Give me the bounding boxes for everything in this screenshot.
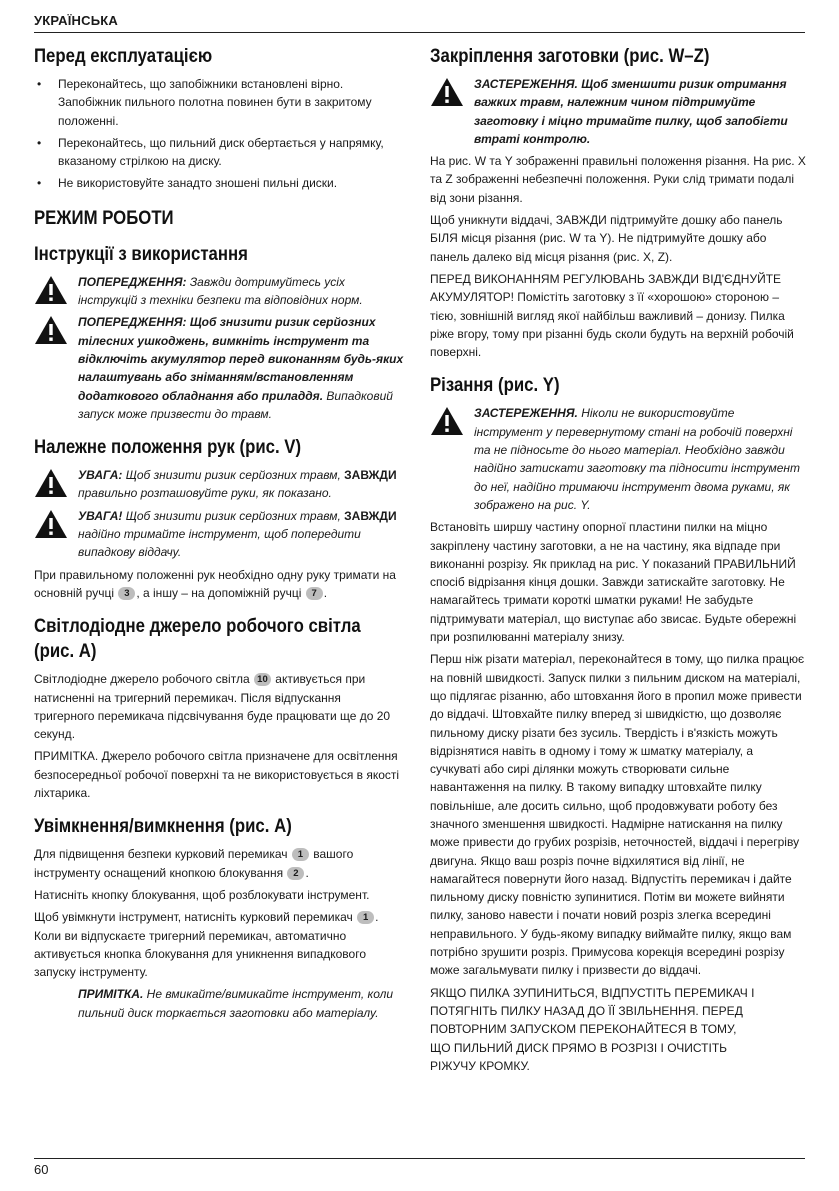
warning-block: [34, 507, 404, 562]
warning-label: ПОПЕРЕДЖЕННЯ: Щоб знизити ризик серйозних тілесних ушкоджень, вимкніть інструмент та відключіть акумулятор перед виконанням будь-яких налаштувань або зніманням/встановленням додаткового обладнання або приладдя.: [78, 315, 404, 403]
onoff-note: [78, 985, 404, 1022]
warning-triangle-icon: [430, 77, 464, 107]
text: При правильному положенні рук необхідно одну руку тримати на основній ручці: [34, 567, 396, 600]
warning-triangle-icon: [34, 275, 68, 305]
callout-badge: 2: [287, 867, 304, 880]
warning-block: [430, 404, 806, 514]
warning-label: ЗАСТЕРЕЖЕННЯ. Щоб зменшити ризик отримання важких травм, належним чином підтримуйте заготовку і міцно тримайте пилку, щоб запобігти втраті контролю.: [474, 77, 788, 146]
warning-triangle-icon: [430, 406, 464, 436]
clamp-paragraph: Щоб уникнути віддачі, ЗАВЖДИ підтримуйте дошку або панель БІЛЯ місця різання (рис. W та Y). Не підтримуйте дошку або панель далеко від місця різання (рис. X, Z).: [430, 213, 783, 264]
callout-badge: 1: [292, 848, 309, 861]
text: .: [305, 865, 309, 880]
header-rule: [34, 32, 805, 33]
led-note: ПРИМІТКА. Джерело робочого світла призначене для освітлення безпосередньої робочої поверхні та не використовується в якості ліхтарика.: [34, 749, 400, 801]
note-label: ПРИМІТКА.: [78, 987, 144, 1002]
onoff-heading: Увімкнення/вимкнення (рис. A): [34, 815, 292, 838]
text: Світлодіодне джерело робочого світла: [34, 672, 253, 687]
warning-text: Ніколи не використовуйте інструмент у перевернутому стані на робочій поверхні та не підносьте до нього матеріал. Необхідно завжди надійно затискати заготовку та підносити інструмент до неї, надійно тримаючи інструмент двома руками, як зображено на рис. Y.: [474, 406, 800, 512]
warning-block: [34, 466, 404, 503]
warning-label: ПОПЕРЕДЖЕННЯ:: [78, 274, 187, 289]
warning-label: ЗАСТЕРЕЖЕННЯ.: [474, 406, 578, 421]
warning-triangle-icon: [34, 468, 68, 498]
warning-text: правильно розташовуйте руки, як показано.: [78, 486, 332, 501]
cutting-heading: Різання (рис. Y): [430, 374, 560, 397]
onoff-paragraph: [34, 845, 404, 882]
text: , а іншу – на допоміжній ручці: [136, 585, 305, 600]
cutting-paragraph: Перш ніж різати матеріал, переконайтеся в тому, що пилка працює на повній швидкості. Запуск пилки з пильним диском на матеріалі, що підлягає різанню, або штовхання його в пропил може привести до віддачі. Штовхайте пилку вперед зі швидкістю, що дозволяє пильному диску різати без зусиль. Твердість і в'язкість можуть відрізнятися навіть в одному і тому ж шматку матеріалу, а сучкуваті або сирі ділянки можуть створювати сильне навантаження на пилку. В такому випадку штовхайте пилку повільніше, але досить сильно, щоб продовжувати роботу без значного зменшення швидкості. Надмірне натискання на пилку може привести до грубих розрізів, неточностей, віддачі і перегріву двигуна. Якщо ваш розріз почне відхилятися від лінії, не намагайтеся повернути його назад. Відпустіть перемикач і дайте пильному диску повністю зупинитися. Потім ви можете вийняти пилку, заново навести і почати новий розріз злегка всередині неправильного. У будь-якому випадку виймайте пилку, якщо вам потрібно зрушити розріз. Примусова корекція всередині розрізу може загальмувати пилку і призвести до віддачі.: [430, 652, 805, 978]
before-use-list: [34, 75, 404, 193]
text: активується при натисненні на тригерний перемикач. Після відпускання тригерного перемикача підсвічування буде працювати ще до 20 секунд.: [34, 672, 391, 742]
language-label: УКРАЇНСЬКА: [34, 13, 118, 28]
warning-block: [34, 313, 404, 423]
callout-badge: 10: [254, 673, 271, 686]
right-column: [430, 40, 806, 1079]
warning-text: Випадковий запуск може призвести до травм.: [78, 388, 393, 421]
warning-label: УВАГА!: [78, 508, 123, 523]
onoff-paragraph: Натисніть кнопку блокування, щоб розблокувати інструмент.: [34, 887, 370, 902]
text: . Коли ви відпускаєте тригерний перемикач, автоматично активується кнопка блокування для уникнення випадкового запуску інструменту.: [34, 910, 379, 980]
warning-label: УВАГА:: [78, 468, 123, 483]
before-use-heading: Перед експлуатацією: [34, 45, 213, 67]
onoff-paragraph: [34, 908, 404, 981]
clamp-heading: Закріплення заготовки (рис. W–Z): [430, 45, 710, 67]
list-item: • Переконайтесь, що запобіжники встановлені вірно. Запобіжник пильного полотна повинен бути в закритому положенні.: [34, 75, 404, 130]
text: Щоб увімкнути інструмент, натисніть курковий перемикач: [34, 910, 357, 925]
clamp-paragraph: ПЕРЕД ВИКОНАННЯМ РЕГУЛЮВАНЬ ЗАВЖДИ ВІД'ЄДНУЙТЕ АКУМУЛЯТОР! Помістіть заготовку з її «хорошою» стороною – тією, зовнішній вигляд якої найбільш важливий – донизу. Пилка ріже вгору, тому при різанні будь сколи будуть на верхній робочій поверхні.: [430, 271, 794, 360]
list-item: • Не використовуйте занадто зношені пильні диски.: [34, 174, 404, 192]
cutting-paragraph: Встановіть ширшу частину опорної пластини пилки на міцно закріплену частину заготовки, а не на частину, яка відпаде при виконанні розрізу. Як приклад на рис. Y показаний ПРАВИЛЬНИЙ спосіб відрізання кінця дошки. Завжди затискайте заготовку. Не намагайтесь тримати короткі шматки руками! Не забудьте підтримувати матеріал, що виступає або звисає. Будьте обережні при розпилюванні матеріалу знизу.: [430, 520, 797, 645]
list-item: • Переконайтесь, що пильний диск обертається у напрямку, вказаному стрілкою на диску.: [34, 134, 404, 171]
led-paragraph: [34, 670, 404, 743]
warning-triangle-icon: [34, 509, 68, 539]
callout-badge: 3: [118, 587, 135, 600]
hands-paragraph: [34, 566, 404, 603]
text: .: [323, 585, 328, 600]
led-heading: Світлодіодне джерело робочого світла (рис. A): [34, 615, 361, 663]
warning-text: надійно тримайте інструмент, щоб попередити випадкову віддачу.: [78, 527, 361, 560]
text: Для підвищення безпеки курковий перемикач: [34, 847, 291, 862]
warning-block: [34, 273, 404, 310]
footer-rule: [34, 1158, 805, 1159]
warning-text: Завжди дотримуйтесь усіх інструкцій з техніки безпеки та відповідних норм.: [78, 274, 363, 308]
cutting-caps-paragraph: ЯКЩО ПИЛКА ЗУПИНИТЬСЯ, ВІДПУСТІТЬ ПЕРЕМИКАЧ І ПОТЯГНІТЬ ПИЛКУ НАЗАД ДО ЇЇ ЗВІЛЬНЕННЯ. ПЕРЕД ПОВТОРНИМ ЗАПУСКОМ ПЕРЕКОНАЙТЕСЯ В ТОМУ, ЩО ПИЛЬНИЙ ДИСК ПРЯМО В РОЗРІЗІ І ОЧИСТІТЬ РІЖУЧУ КРОМКУ.: [430, 985, 755, 1073]
callout-badge: 7: [306, 587, 323, 600]
clamp-paragraph: На рис. W та Y зображенні правильні положення різання. На рис. X та Z зображенні небезпечні положення. Руки слід тримати подалі від зони різання.: [430, 154, 806, 205]
page-number: 60: [34, 1162, 49, 1177]
hands-heading: Належне положення рук (рис. V): [34, 436, 302, 459]
note-text: Не вмикайте/вимикайте інструмент, коли пильний диск торкається заготовки або матеріалу.: [78, 987, 394, 1020]
warning-block: [430, 75, 806, 148]
left-column: [34, 40, 404, 1022]
callout-badge: 1: [357, 911, 374, 924]
instructions-heading: Інструкції з використання: [34, 242, 248, 265]
warning-text: Щоб знизити ризик серйозних травм,: [122, 468, 345, 483]
warning-text: Щоб знизити ризик серйозних травм,: [122, 508, 345, 523]
warning-emphasis: ЗАВЖДИ: [344, 508, 397, 523]
text: вашого інструменту оснащений кнопкою блокування: [34, 847, 354, 880]
warning-emphasis: ЗАВЖДИ: [344, 468, 397, 483]
mode-heading: РЕЖИМ РОБОТИ: [34, 206, 174, 229]
warning-triangle-icon: [34, 315, 68, 345]
